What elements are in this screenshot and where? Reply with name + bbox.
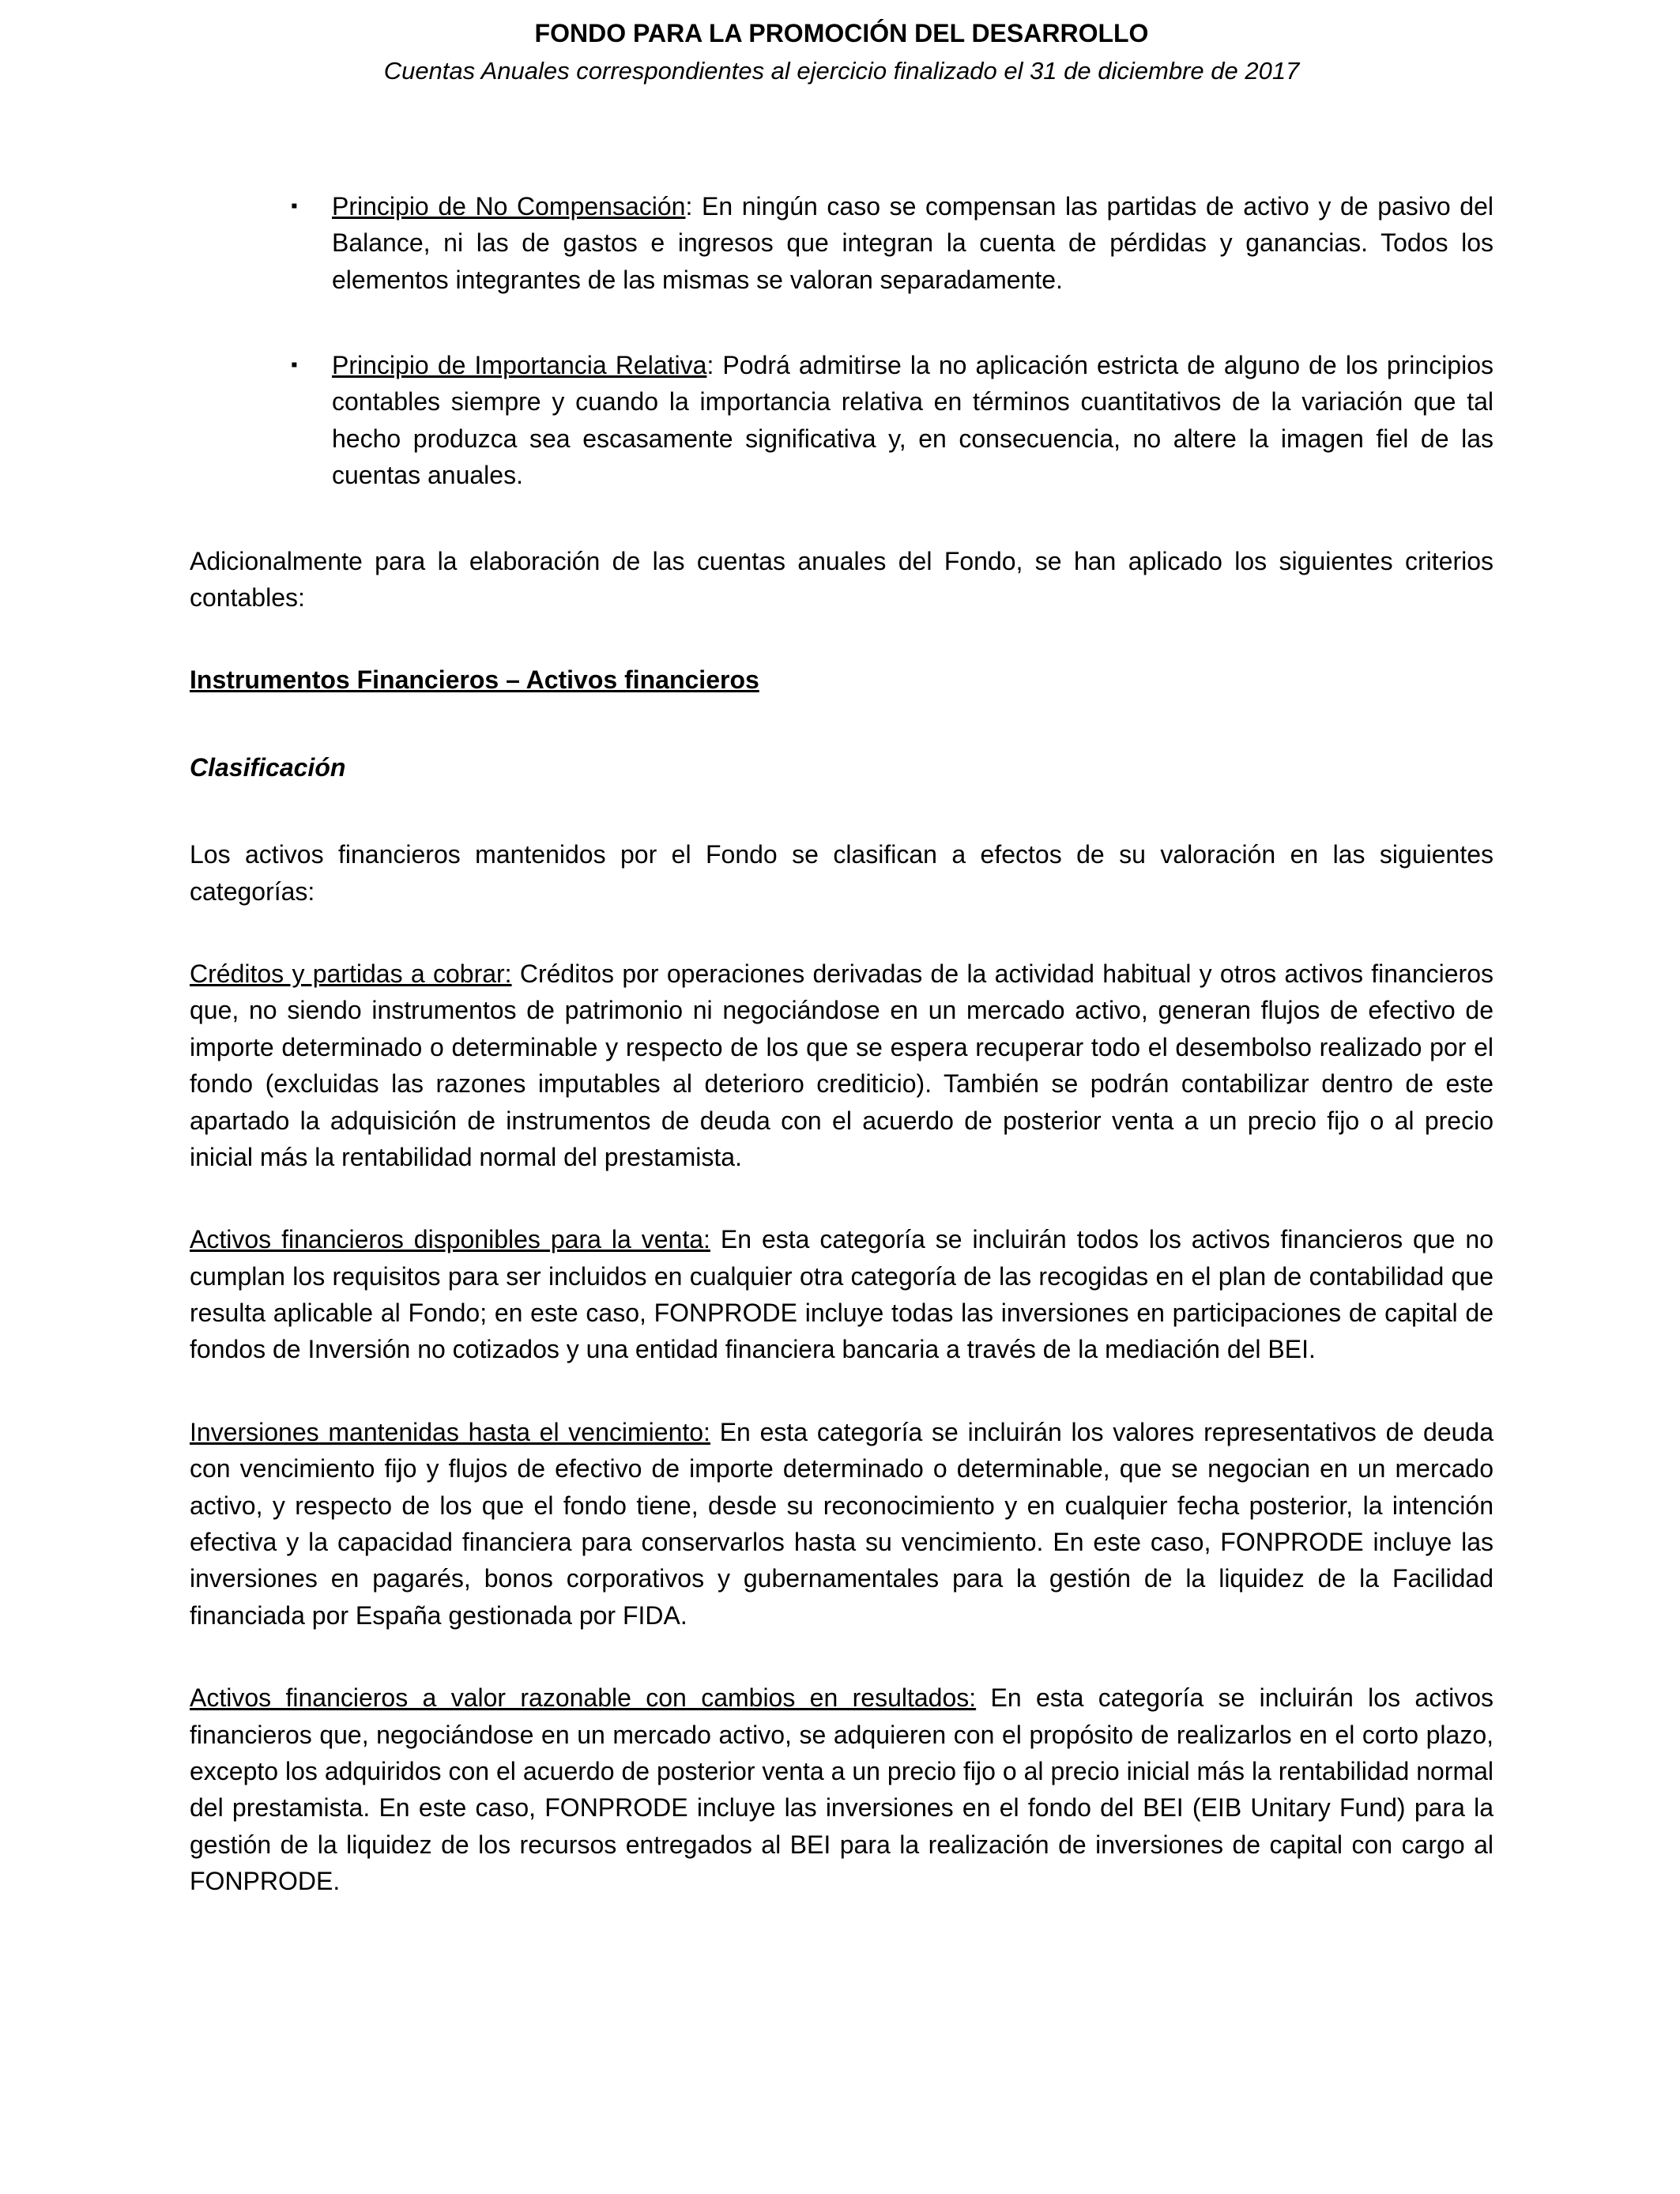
document-body (190, 188, 1494, 1900)
category-paragraph-creditos (190, 956, 1494, 1175)
document-header (190, 17, 1494, 87)
bullet-paragraph (332, 188, 1494, 298)
document-subtitle: Cuentas Anuales correspondientes al ejercicio finalizado el 31 de diciembre de 2017 (383, 56, 1300, 85)
category-body-text: En esta categoría se incluirán todos los activos financieros que no cumplan los requisitos para ser incluidos en cualquier otra categoría de las recogidas en el plan de contabilidad que resulta aplicable al Fondo; en este caso, FONPRODE incluye todas las inversiones en participaciones de capital de fondos de Inversión no cotizados y una entidad financiera bancaria a través de la mediación del BEI. (190, 1225, 1494, 1364)
section-heading: Instrumentos Financieros – Activos financieros (190, 665, 759, 695)
classification-intro-paragraph: Los activos financieros mantenidos por el Fondo se clasifican a efectos de su valoración en las siguientes categorías: (190, 840, 1494, 906)
bullet-body-text: : En ningún caso se compensan las partidas de activo y de pasivo del Balance, ni las de gastos e ingresos que integran la cuenta de pérdidas y ganancias. Todos los elementos integrantes de las mismas se valoran separadamente. (332, 191, 1494, 294)
bullet-lead: Principio de No Compensación (332, 191, 686, 221)
bullet-item (291, 188, 1494, 298)
intro-paragraph: Adicionalmente para la elaboración de las cuentas anuales del Fondo, se han aplicado los siguientes criterios contables: (190, 546, 1494, 613)
bullet-body-text: : Podrá admitirse la no aplicación estricta de alguno de los principios contables siempre y cuando la importancia relativa en términos cuantitativos de la variación que tal hecho produzca sea escasamente significativa y, en consecuencia, no altere la imagen fiel de las cuentas anuales. (332, 351, 1494, 490)
category-lead: Créditos y partidas a cobrar: (190, 959, 512, 988)
bullet-paragraph (332, 347, 1494, 494)
category-body-text: Créditos por operaciones derivadas de la actividad habitual y otros activos financieros que, no siendo instrumentos de patrimonio ni negociándose en un mercado activo, generan flujos de efectivo de importe determinado o determinable y respecto de los que se espera recuperar todo el desembolso realizado por el fondo (excluidas las razones imputables al deterioro crediticio). También se podrán contabilizar dentro de este apartado la adquisición de instrumentos de deuda con el acuerdo de posterior venta a un precio fijo o al precio inicial más la rentabilidad normal del prestamista. (190, 959, 1494, 1171)
category-lead: Inversiones mantenidas hasta el vencimiento: (190, 1417, 710, 1446)
subsection-heading: Clasificación (190, 752, 346, 782)
category-lead: Activos financieros disponibles para la venta: (190, 1225, 710, 1254)
bullet-lead: Principio de Importancia Relativa (332, 351, 707, 380)
bullet-square-icon: ▪ (291, 354, 298, 376)
document-title: FONDO PARA LA PROMOCIÓN DEL DESARROLLO (534, 19, 1149, 47)
bullet-square-icon: ▪ (291, 194, 298, 217)
category-lead: Activos financieros a valor razonable con cambios en resultados: (190, 1683, 977, 1713)
category-body-text: En esta categoría se incluirán los activos financieros que, negociándose en un mercado activo, se adquieren con el propósito de realizarlos en el corto plazo, excepto los adquiridos con el acuerdo de posterior venta a un precio fijo o al precio inicial más la rentabilidad normal del prestamista. En este caso, FONPRODE incluye las inversiones en el fondo del BEI (EIB Unitary Fund) para la gestión de la liquidez de los recursos entregados al BEI para la realización de inversiones de capital con cargo al FONPRODE. (190, 1683, 1494, 1896)
bullet-list (190, 188, 1494, 494)
bullet-item (291, 347, 1494, 494)
category-paragraph-hasta-vencimiento (190, 1414, 1494, 1634)
category-paragraph-valor-razonable (190, 1679, 1494, 1899)
category-body-text: En esta categoría se incluirán los valores representativos de deuda con vencimiento fijo y flujos de efectivo de importe determinado o determinable, que se negocian en un mercado activo, y respecto de los que el fondo tiene, desde su reconocimiento y en cualquier fecha posterior, la intención efectiva y la capacidad financiera para conservarlos hasta su vencimiento. En este caso, FONPRODE incluye las inversiones en pagarés, bonos corporativos y gubernamentales para la gestión de la liquidez de la Facilidad financiada por España gestionada por FIDA. (190, 1417, 1494, 1630)
category-paragraph-disponibles-venta (190, 1221, 1494, 1368)
